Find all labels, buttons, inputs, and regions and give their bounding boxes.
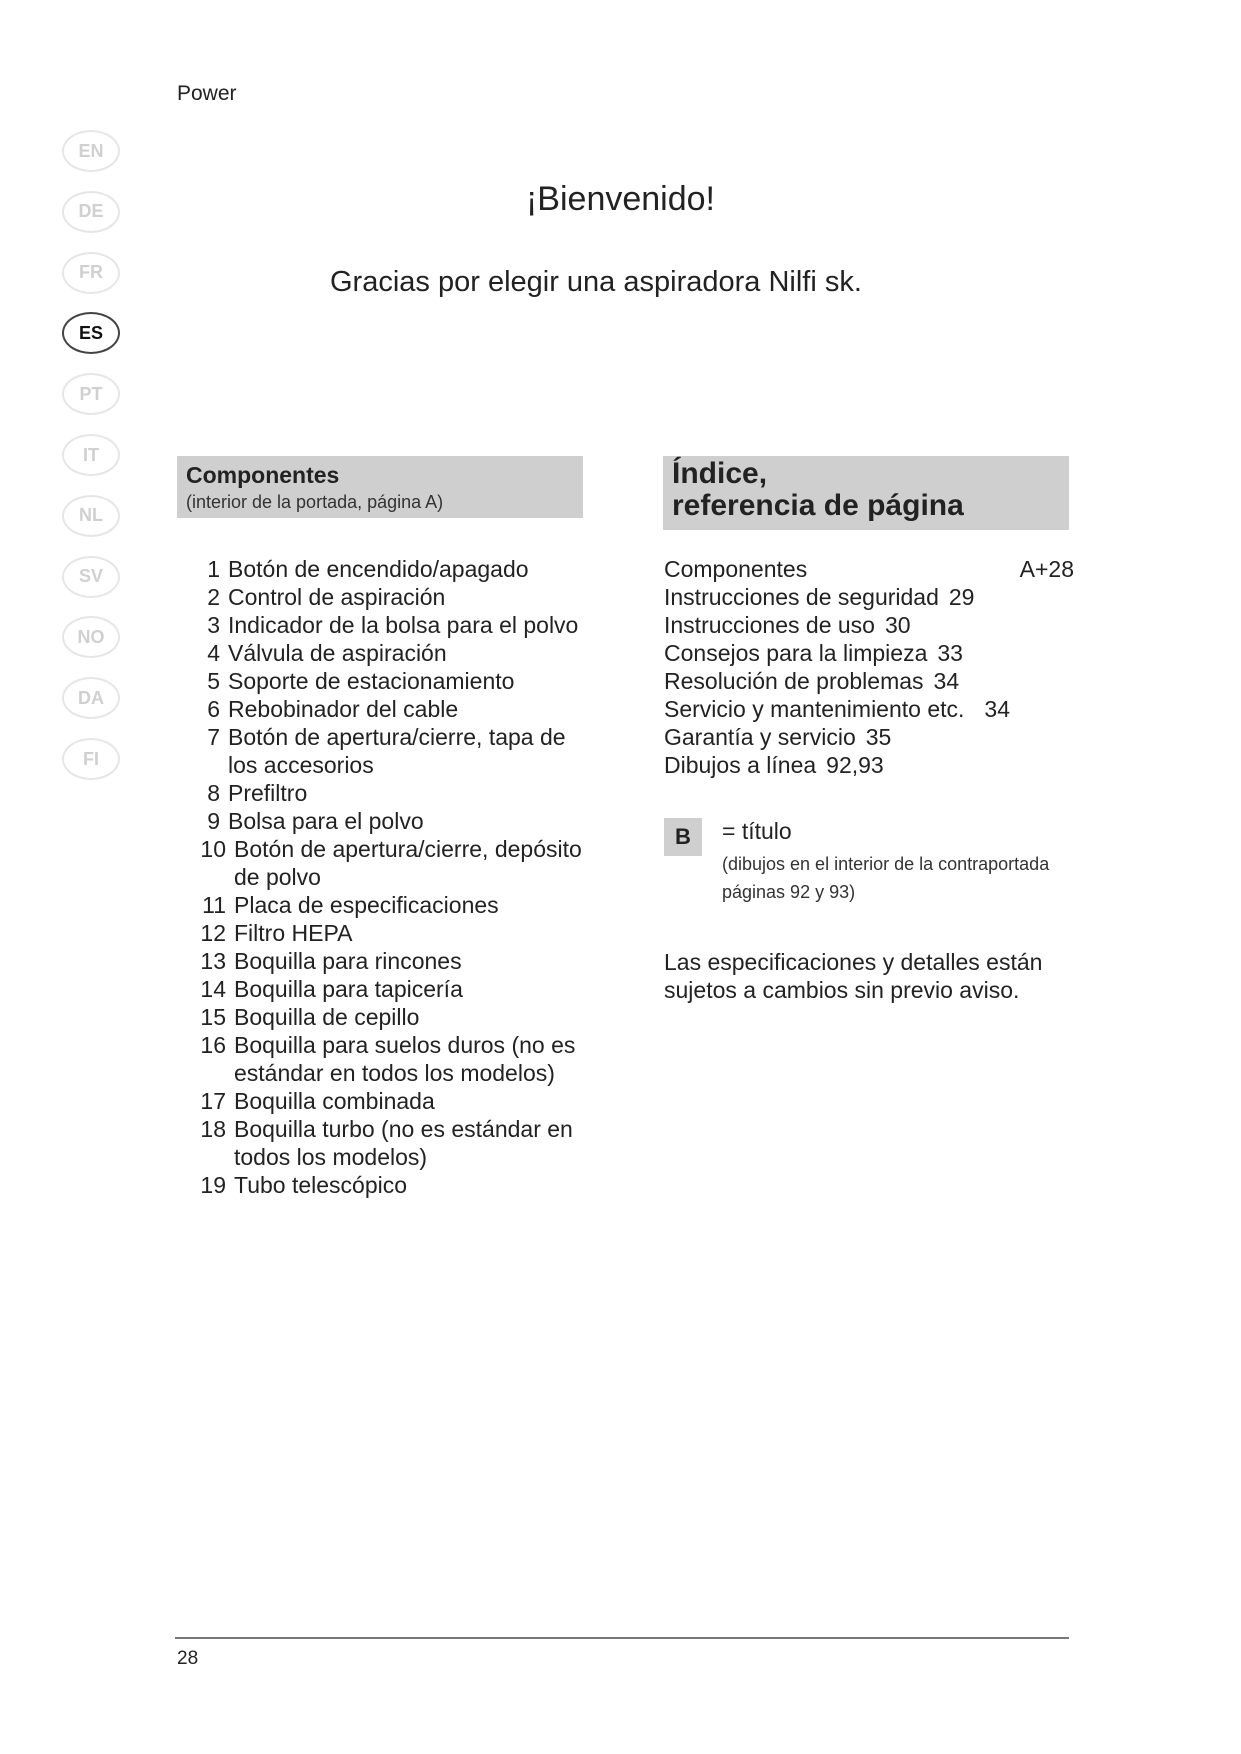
component-number: 7: [207, 724, 220, 750]
component-label: Tubo telescópico: [234, 1172, 408, 1198]
welcome-title: ¡Bienvenido!: [525, 180, 715, 218]
component-number: 1: [207, 556, 220, 582]
components-header-box: [177, 456, 583, 518]
index-entry-label: Consejos para la limpieza: [664, 640, 928, 666]
component-item: [180, 919, 600, 947]
lang-tab-de[interactable]: DE: [62, 191, 120, 233]
component-item: [180, 667, 600, 695]
index-entry-page: 34: [933, 668, 960, 694]
components-heading: Componentes: [186, 462, 340, 488]
index-entry-label: Resolución de problemas: [664, 668, 924, 694]
welcome-subtitle: Gracias por elegir una aspiradora Nilfi sk.: [330, 266, 862, 298]
component-label: Soporte de estacionamiento: [228, 668, 515, 694]
component-number: 12: [200, 920, 226, 946]
lang-tab-fr[interactable]: FR: [62, 252, 120, 294]
lang-tab-sv[interactable]: SV: [62, 556, 120, 598]
component-label: Boquilla de cepillo: [234, 1004, 420, 1030]
index-entry: [664, 723, 1074, 751]
component-number: 5: [207, 668, 220, 694]
component-number: 16: [200, 1032, 226, 1058]
notice-text: Las especificaciones y detalles están sujetos a cambios sin previo aviso.: [664, 949, 1043, 1003]
component-label: Placa de especificaciones: [234, 892, 499, 918]
index-entry-page: 30: [884, 612, 911, 638]
component-item: [180, 611, 600, 639]
page-number: 28: [177, 1648, 199, 1669]
components-subheading: (interior de la portada, página A): [186, 492, 444, 512]
index-entry-label: Servicio y mantenimiento etc.: [664, 696, 965, 722]
index-entry-page: 92,93: [826, 752, 884, 778]
components-list: [180, 555, 600, 1199]
component-item: [180, 1003, 600, 1031]
component-item: [180, 555, 600, 583]
component-number: 11: [202, 892, 226, 918]
index-entry-label: Instrucciones de uso: [664, 612, 875, 638]
component-item: [180, 1031, 600, 1087]
component-number: 3: [207, 612, 220, 638]
component-item: [180, 639, 600, 667]
index-entry: [664, 583, 1074, 611]
component-number: 17: [200, 1088, 226, 1114]
component-number: 19: [200, 1172, 226, 1198]
component-number: 6: [207, 696, 220, 722]
component-label: Filtro HEPA: [234, 920, 353, 946]
component-item: [180, 1171, 600, 1199]
component-number: 14: [200, 976, 226, 1002]
component-number: 8: [207, 780, 220, 806]
lang-tab-no[interactable]: NO: [62, 616, 120, 658]
lang-tab-pt[interactable]: PT: [62, 373, 120, 415]
index-entry-page: 33: [937, 640, 963, 666]
component-item: [180, 975, 600, 1003]
index-entry-label: Garantía y servicio: [664, 724, 856, 750]
component-number: 13: [200, 948, 226, 974]
legend-badge: B: [664, 818, 702, 856]
component-label: Prefiltro: [228, 780, 308, 806]
component-item: [180, 1115, 600, 1171]
component-number: 2: [207, 584, 220, 610]
header-label: Power: [177, 82, 237, 105]
component-label: Control de aspiración: [228, 584, 446, 610]
component-label: Rebobinador del cable: [228, 696, 459, 722]
lang-tab-en[interactable]: EN: [62, 130, 120, 172]
index-entry: [664, 555, 1074, 583]
index-entry: [664, 695, 1074, 723]
index-entry: [664, 751, 1074, 779]
component-label: Boquilla para suelos duros (no es estándar en todos los modelos): [234, 1032, 576, 1086]
component-item: [180, 807, 600, 835]
index-entry: [664, 639, 1074, 667]
index-heading-line1: Índice,: [672, 457, 768, 490]
component-label: Boquilla para tapicería: [234, 976, 463, 1002]
component-item: [180, 835, 600, 891]
component-item: [180, 947, 600, 975]
index-entry: [664, 611, 1074, 639]
component-label: Válvula de aspiración: [228, 640, 447, 666]
component-item: [180, 723, 600, 779]
component-label: Botón de apertura/cierre, tapa de los accesorios: [228, 724, 566, 778]
legend-note: (dibujos en el interior de la contraportada páginas 92 y 93): [722, 854, 1050, 902]
index-list: [664, 555, 1074, 779]
index-header-box: [663, 456, 1069, 530]
lang-tab-es[interactable]: ES: [62, 312, 120, 354]
component-label: Indicador de la bolsa para el polvo: [228, 612, 579, 638]
component-label: Botón de encendido/apagado: [228, 556, 529, 582]
footer-rule: [175, 1637, 1069, 1639]
index-entry-page: A+28: [1019, 556, 1074, 582]
component-number: 9: [207, 808, 220, 834]
component-label: Boquilla para rincones: [234, 948, 462, 974]
index-entry-page: 29: [948, 584, 975, 610]
index-entry-label: Dibujos a línea: [664, 752, 817, 778]
index-entry-page: 34: [984, 696, 1010, 722]
component-item: [180, 1087, 600, 1115]
index-entry-label: Instrucciones de seguridad: [664, 584, 939, 610]
index-entry: [664, 667, 1074, 695]
component-item: [180, 695, 600, 723]
component-label: Boquilla turbo (no es estándar en todos los modelos): [234, 1116, 573, 1170]
lang-tab-it[interactable]: IT: [62, 434, 120, 476]
component-number: 10: [200, 836, 226, 862]
index-entry-label: Componentes: [664, 556, 808, 582]
component-label: Boquilla combinada: [234, 1088, 435, 1114]
legend-equals: = título: [722, 818, 792, 844]
component-number: 15: [200, 1004, 226, 1030]
lang-tab-fi[interactable]: FI: [62, 738, 120, 780]
component-label: Botón de apertura/cierre, depósito de polvo: [234, 836, 582, 890]
component-number: 4: [207, 640, 220, 666]
component-number: 18: [200, 1116, 226, 1142]
component-item: [180, 779, 600, 807]
lang-tab-nl[interactable]: NL: [62, 495, 120, 537]
component-item: [180, 891, 600, 919]
index-heading-line2: referencia de página: [672, 489, 964, 522]
lang-tab-da[interactable]: DA: [62, 677, 120, 719]
index-entry-page: 35: [865, 724, 892, 750]
component-label: Bolsa para el polvo: [228, 808, 424, 834]
component-item: [180, 583, 600, 611]
